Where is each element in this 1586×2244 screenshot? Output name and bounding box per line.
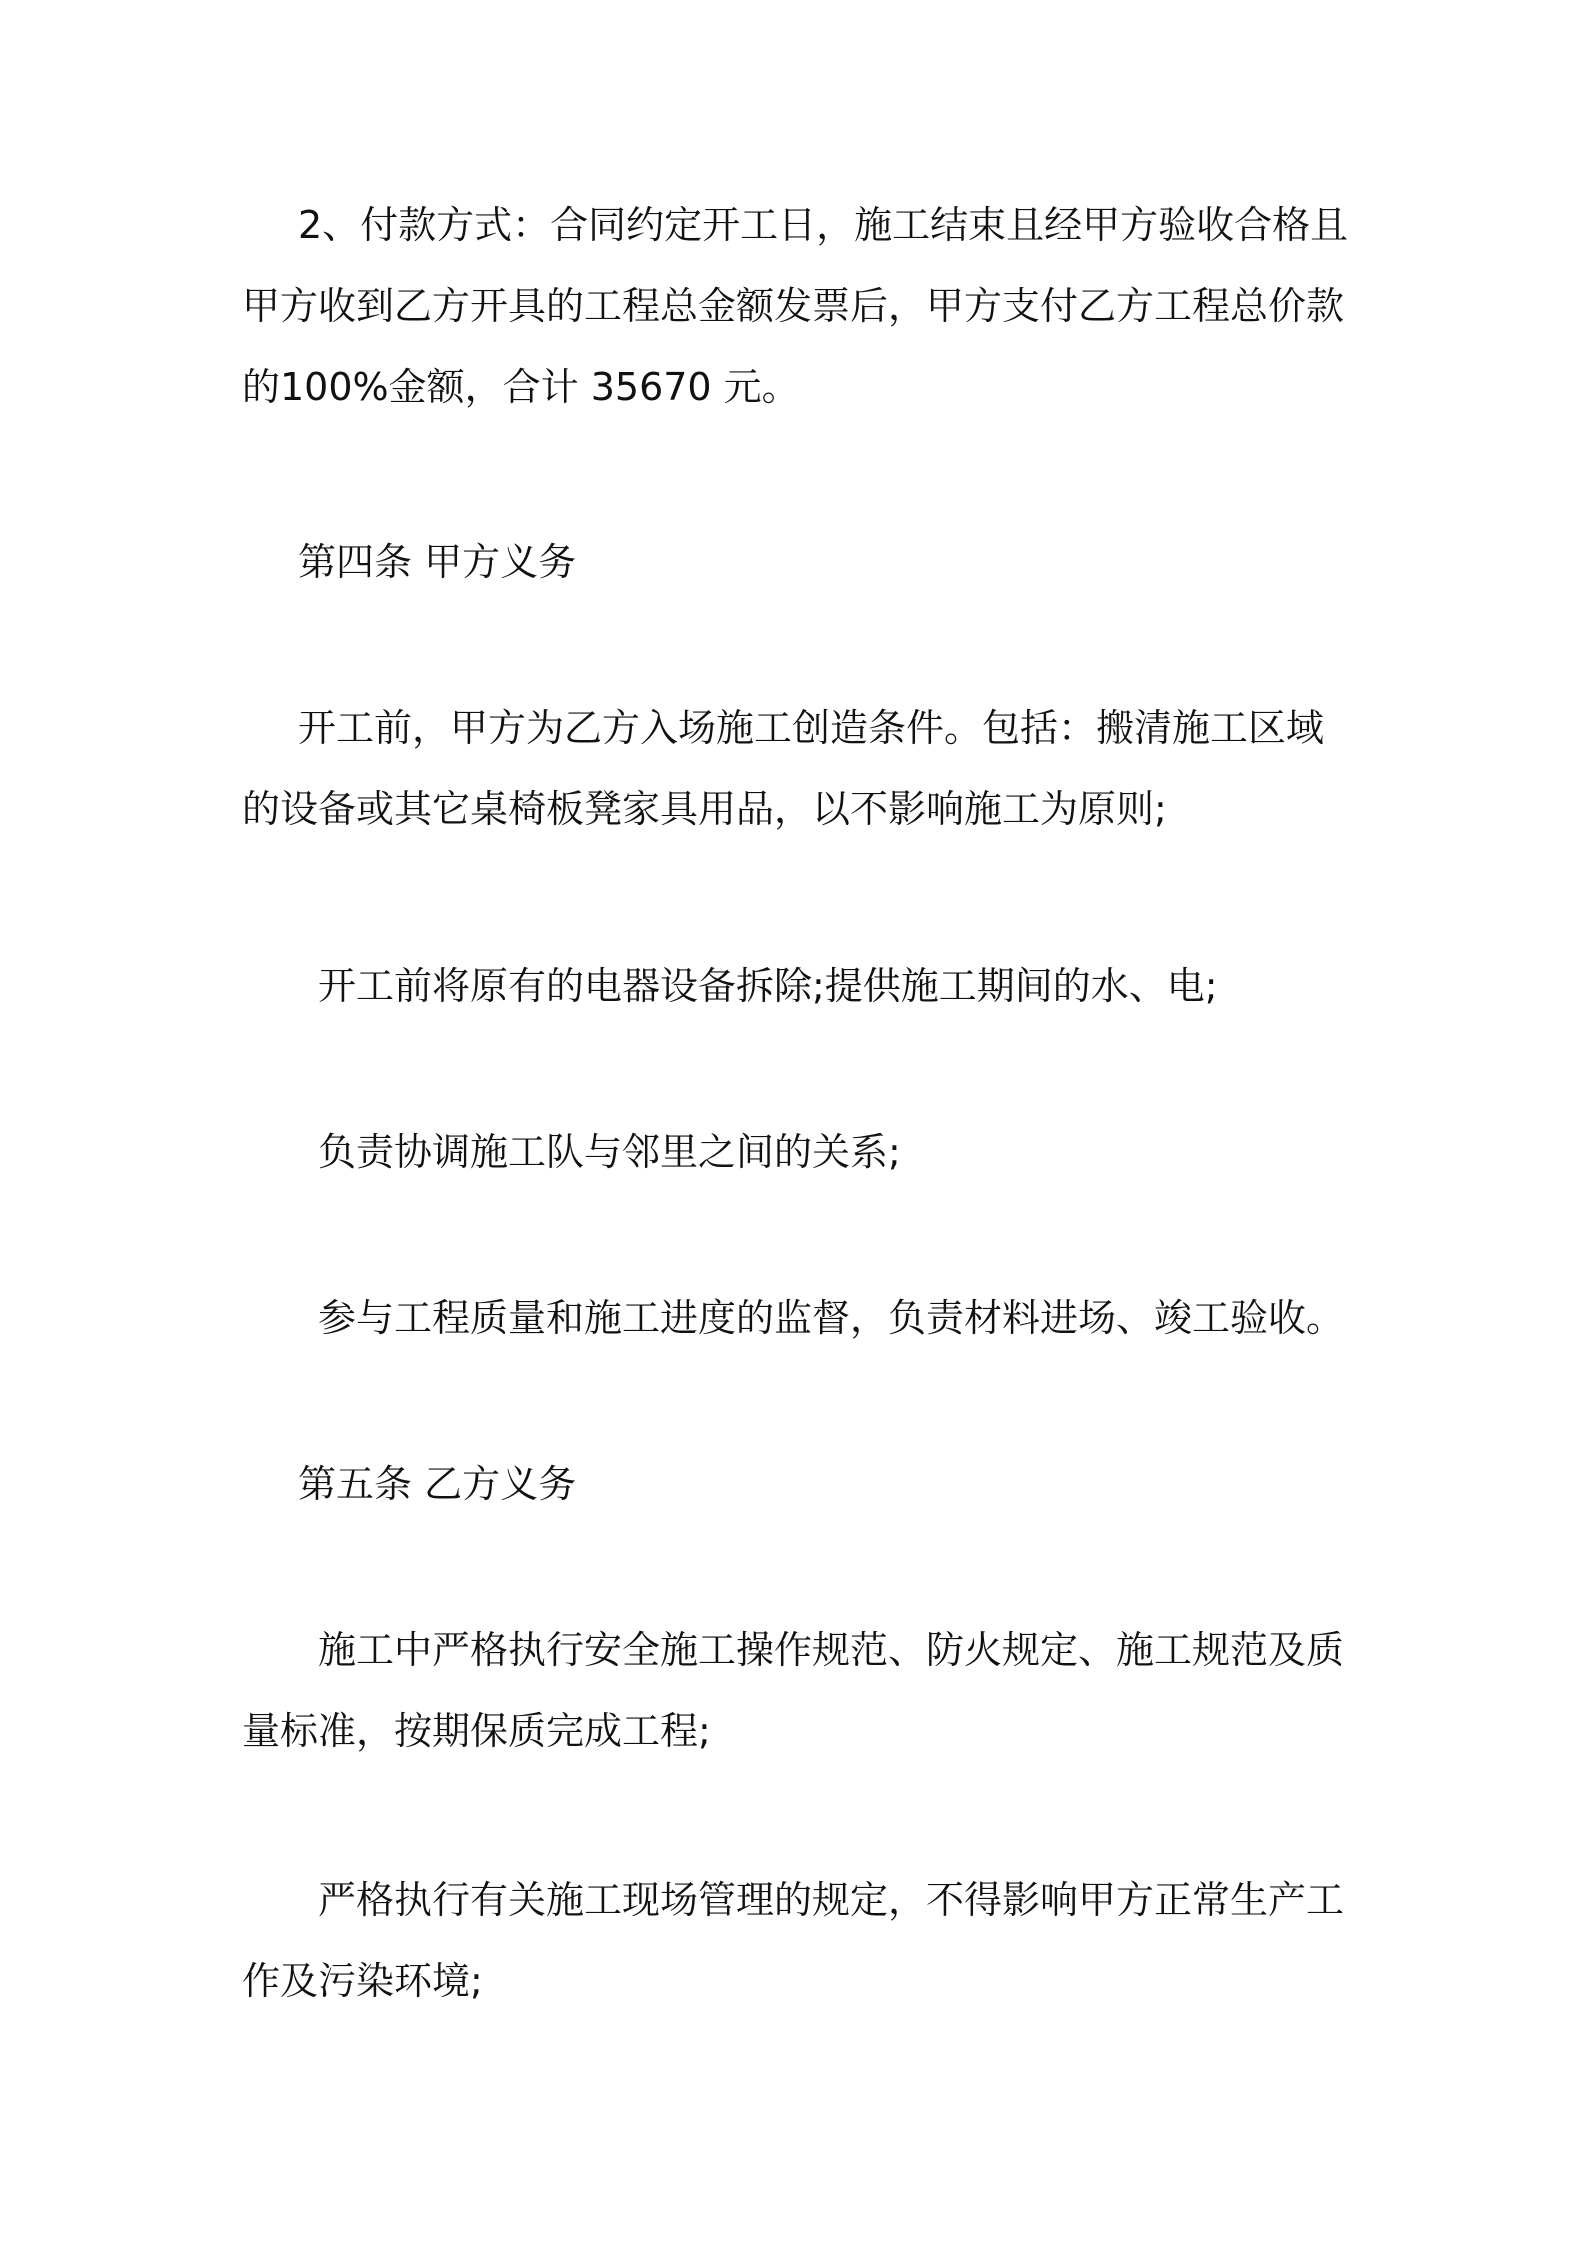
party-b-duty-2-paragraph: 严格执行有关施工现场管理的规定，不得影响甲方正常生产工作及污染环境; [242,1878,1345,2003]
party-a-duty-3-paragraph: 负责协调施工队与邻里之间的关系; [318,1130,901,1174]
party-b-duty-1-paragraph: 施工中严格执行安全施工操作规范、防火规定、施工规范及质量标准，按期保质完成工程; [242,1628,1345,1753]
party-a-duty-4-paragraph: 参与工程质量和施工进度的监督，负责材料进场、竣工验收。 [318,1296,1345,1340]
party-a-duty-2-paragraph: 开工前将原有的电器设备拆除;提供施工期间的水、电; [318,964,1218,1008]
party-a-duty-1-paragraph: 开工前，甲方为乙方入场施工创造条件。包括：搬清施工区域的设备或其它桌椅板凳家具用品，以不影响施工为原则; [242,706,1325,831]
article-5-heading: 第五条 乙方义务 [298,1462,577,1506]
payment-clause-paragraph: 2、付款方式：合同约定开工日，施工结束且经甲方验收合格且甲方收到乙方开具的工程总金额发票后，甲方支付乙方工程总价款的100%金额，合计 35670 元。 [242,203,1349,409]
article-4-heading: 第四条 甲方义务 [298,540,577,584]
